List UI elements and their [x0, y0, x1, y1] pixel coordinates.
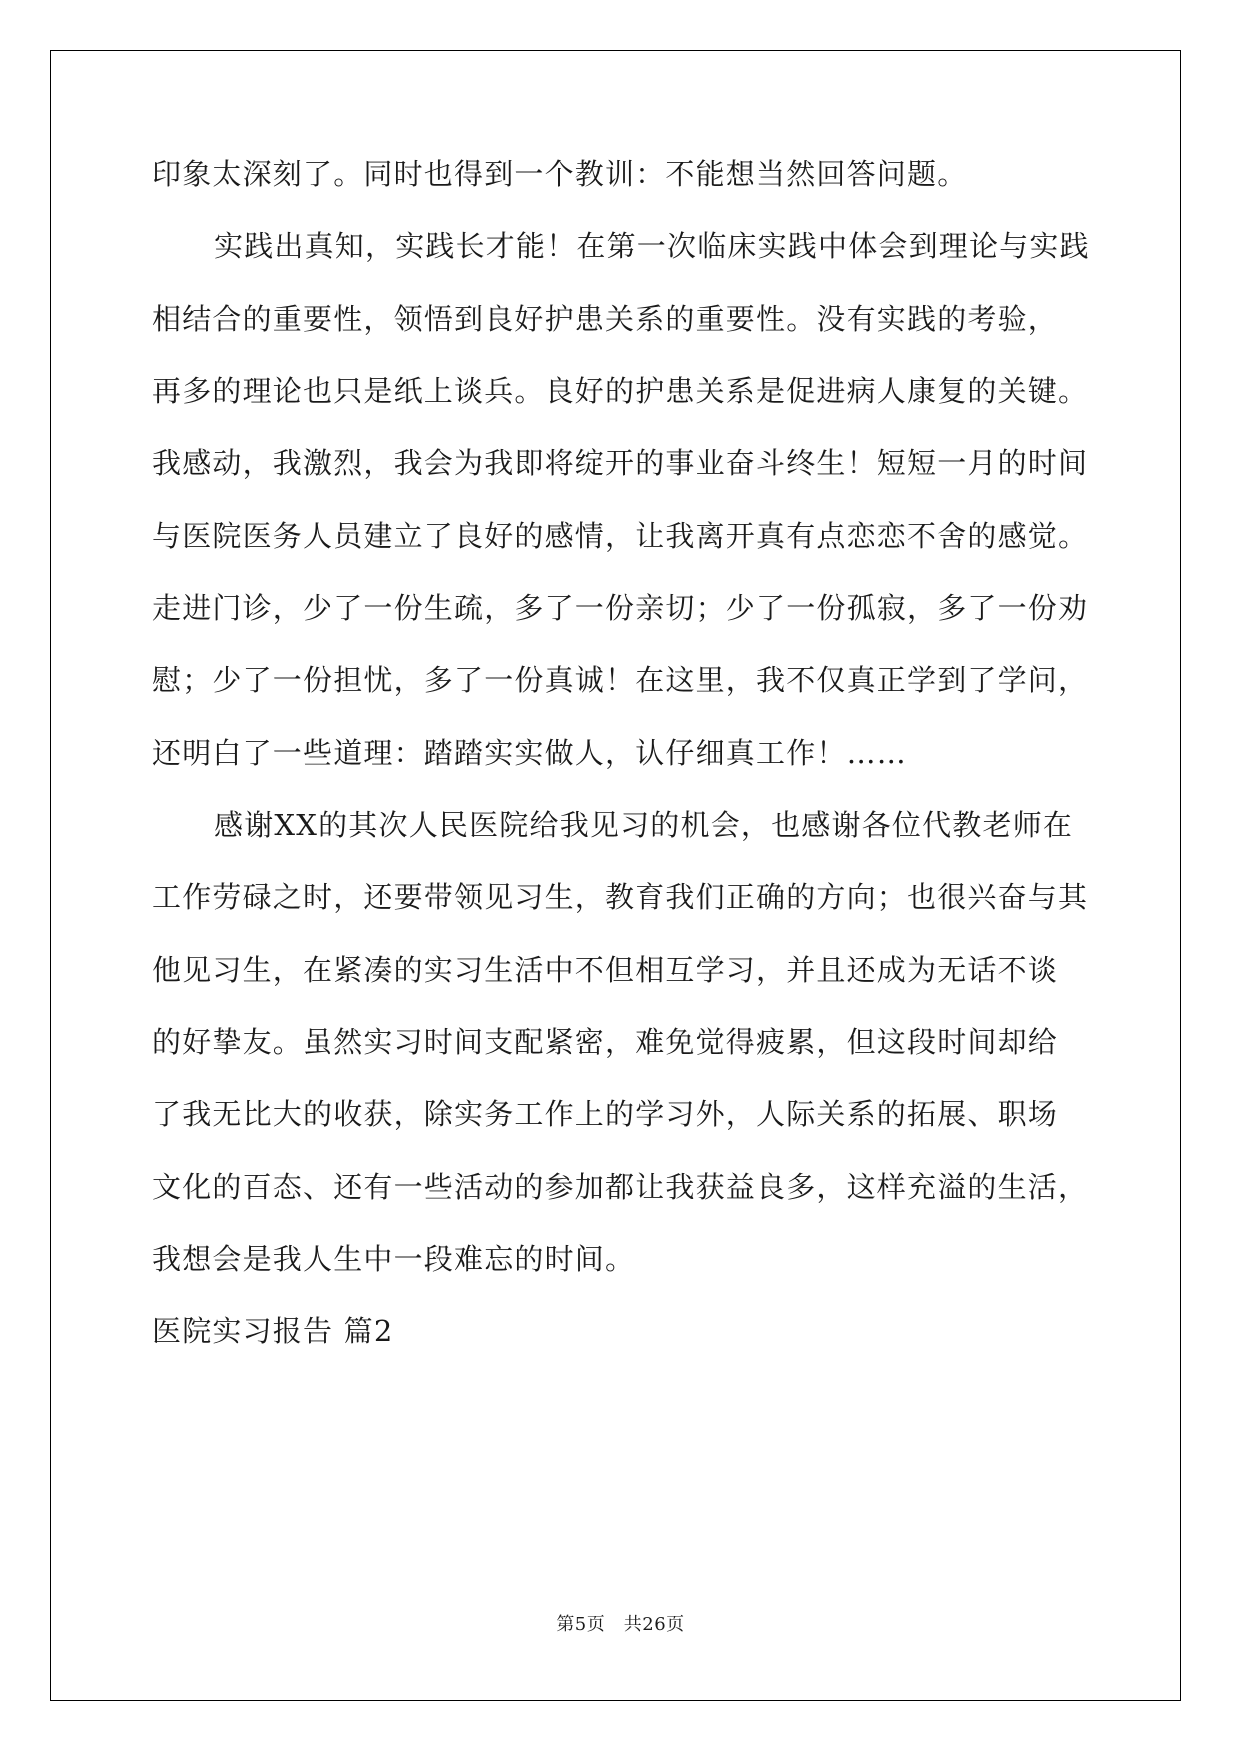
text-line: 相结合的重要性，领悟到良好护患关系的重要性。没有实践的考验，	[152, 302, 1059, 336]
text-line: 印象太深刻了。同时也得到一个教训：不能想当然回答问题。	[152, 157, 968, 191]
section-heading: 医院实习报告 篇2	[152, 1314, 394, 1348]
text-line: 了我无比大的收获，除实务工作上的学习外，人际关系的拓展、职场	[152, 1097, 1059, 1131]
text-line: 我想会是我人生中一段难忘的时间。	[152, 1242, 636, 1276]
text-line: 与医院医务人员建立了良好的感情，让我离开真有点恋恋不舍的感觉。	[152, 519, 1089, 553]
page-number-footer: 第5页 共26页	[556, 1614, 685, 1635]
text-line: 实践出真知，实践长才能！在第一次临床实践中体会到理论与实践	[214, 229, 1090, 263]
text-line: 他见习生，在紧凑的实习生活中不但相互学习，并且还成为无话不谈	[152, 953, 1059, 987]
text-line: 的好挚友。虽然实习时间支配紧密，难免觉得疲累，但这段时间却给	[152, 1025, 1059, 1059]
page-border	[50, 50, 1181, 1701]
text-line: 慰；少了一份担忧，多了一份真诚！在这里，我不仅真正学到了学问，	[152, 663, 1089, 697]
text-line: 感谢XX的其次人民医院给我见习的机会，也感谢各位代教老师在	[214, 808, 1074, 842]
text-line: 走进门诊，少了一份生疏，多了一份亲切；少了一份孤寂，多了一份劝	[152, 591, 1089, 625]
text-line: 再多的理论也只是纸上谈兵。良好的护患关系是促进病人康复的关键。	[152, 374, 1089, 408]
text-line: 我感动，我激烈，我会为我即将绽开的事业奋斗终生！短短一月的时间	[152, 446, 1089, 480]
text-line: 文化的百态、还有一些活动的参加都让我获益良多，这样充溢的生活，	[152, 1170, 1089, 1204]
text-line: 还明白了一些道理：踏踏实实做人，认仔细真工作！……	[152, 736, 908, 770]
text-line: 工作劳碌之时，还要带领见习生，教育我们正确的方向；也很兴奋与其	[152, 880, 1089, 914]
